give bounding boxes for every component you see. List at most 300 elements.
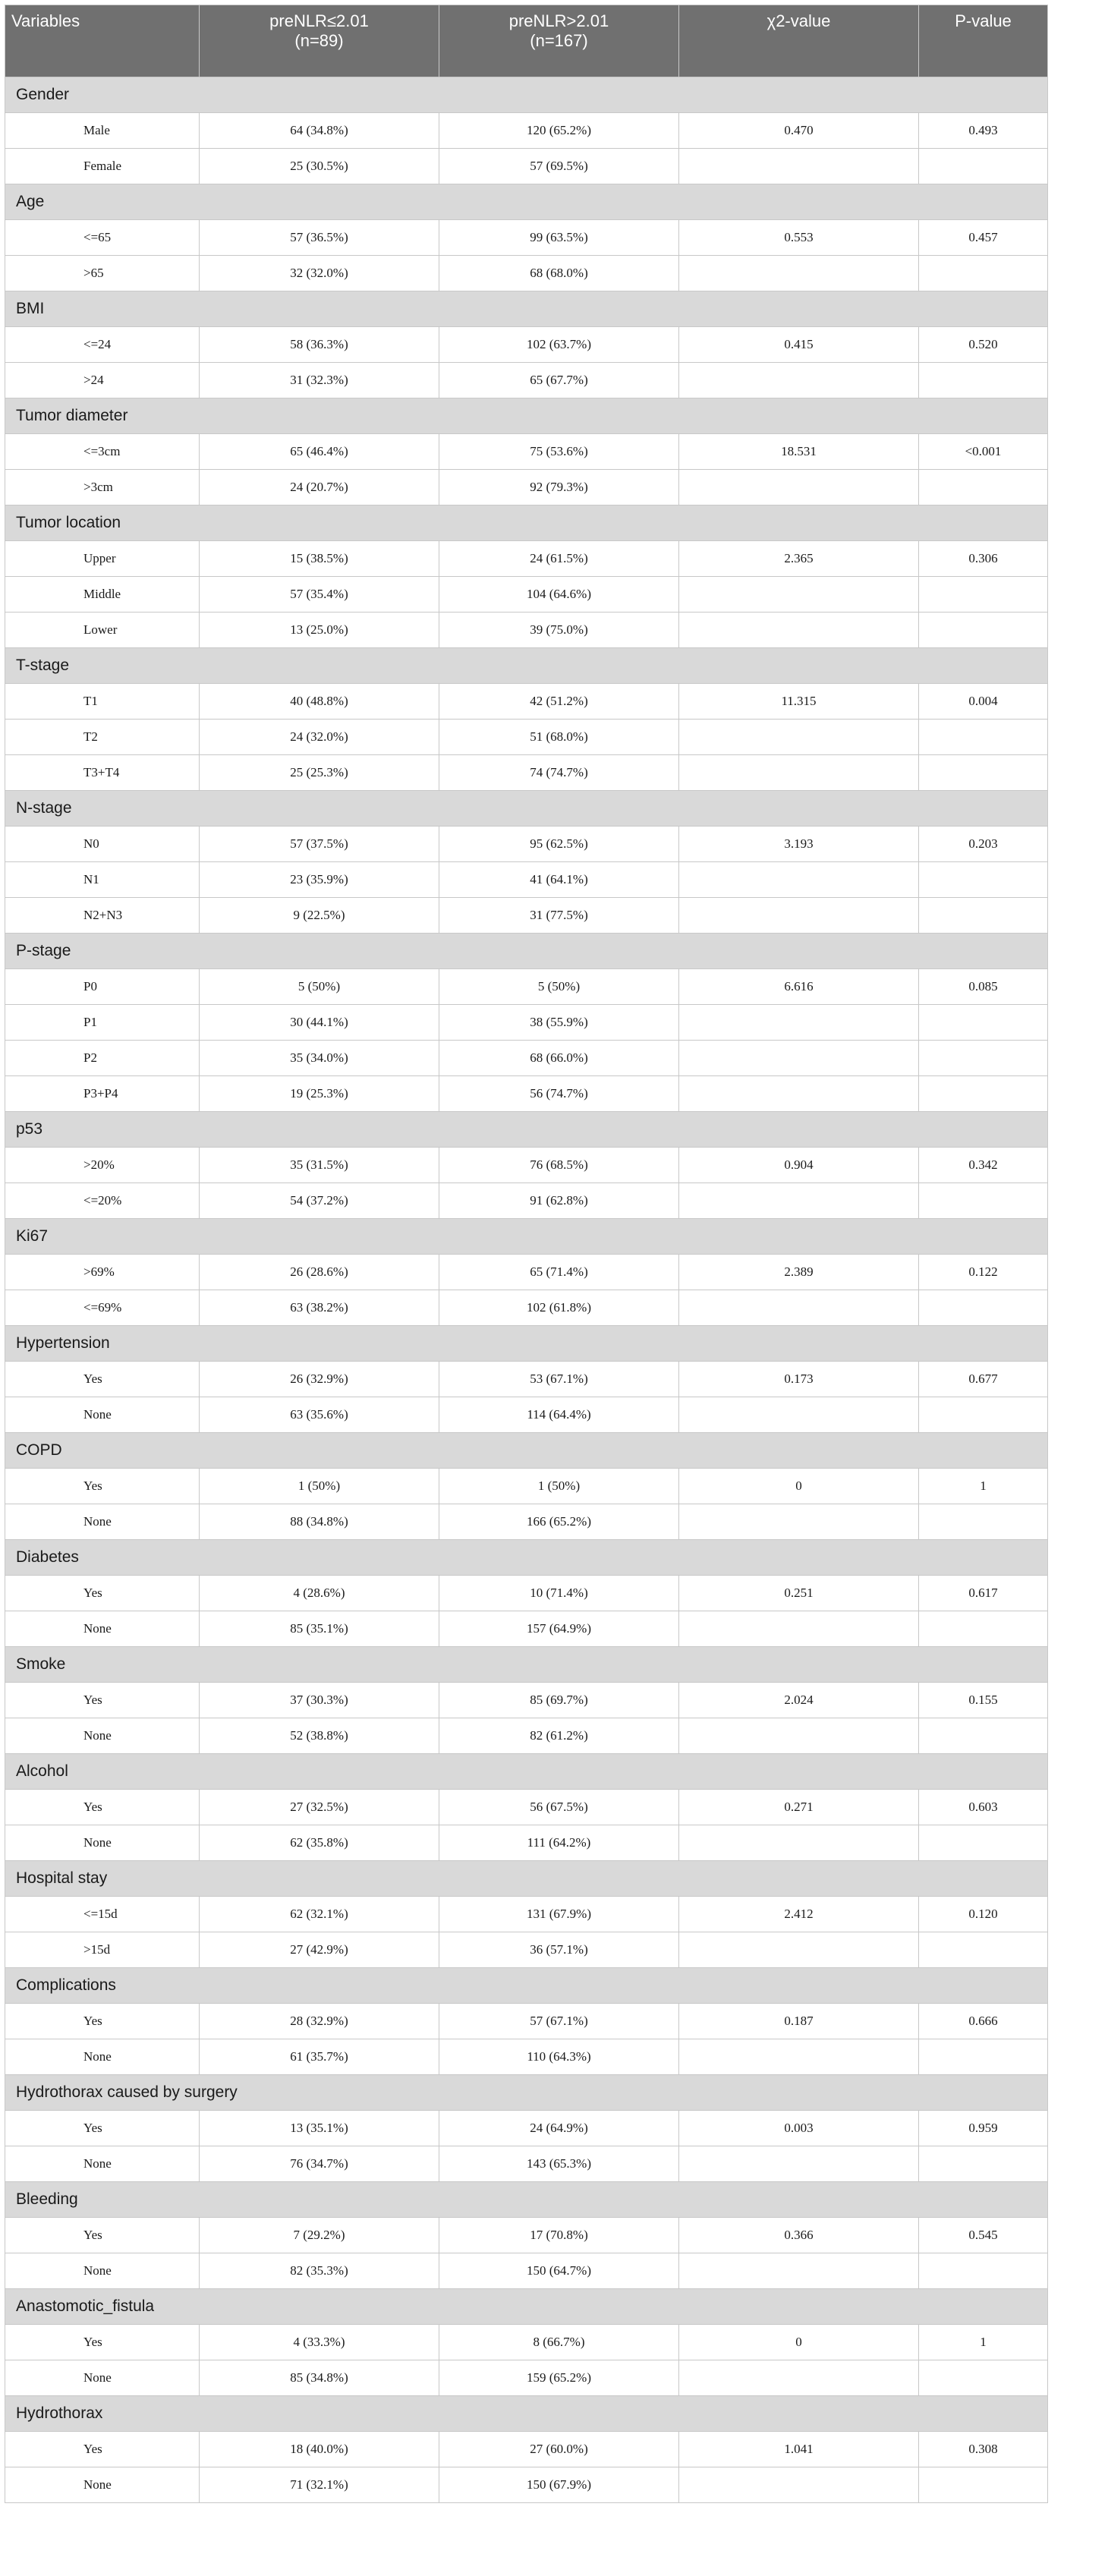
prenlr-low-cell: 4 (28.6%) [200,1576,439,1611]
row-label-cell: Yes [5,2325,200,2360]
header-prenlr-high-title: preNLR>2.01 [508,11,609,30]
prenlr-high-cell: 8 (66.7%) [439,2325,679,2360]
p-value-cell [919,2146,1048,2182]
prenlr-low-cell: 18 (40.0%) [200,2432,439,2467]
prenlr-low-cell: 65 (46.4%) [200,434,439,470]
prenlr-low-cell: 4 (33.3%) [200,2325,439,2360]
prenlr-high-cell: 36 (57.1%) [439,1932,679,1968]
header-prenlr-high-wrap [439,5,678,51]
prenlr-low-cell: 7 (29.2%) [200,2218,439,2253]
p-value-cell: 0.617 [919,1576,1048,1611]
row-label-cell: >20% [5,1148,200,1183]
chi2-value-cell [679,2253,919,2289]
table-row [5,577,1048,613]
row-label-cell: N2+N3 [5,898,200,934]
p-value-cell: 0.122 [919,1255,1048,1290]
row-label-cell: <=3cm [5,434,200,470]
row-label-cell: None [5,1504,200,1540]
group-row [5,1112,1048,1148]
header-prenlr-high-count: (n=167) [530,31,588,50]
prenlr-low-cell: 61 (35.7%) [200,2039,439,2075]
chi2-value-cell: 2.365 [679,541,919,577]
header-prenlr-low-wrap [200,5,439,51]
prenlr-high-cell: 68 (68.0%) [439,256,679,291]
p-value-cell [919,1504,1048,1540]
group-label: Gender [5,77,1048,113]
prenlr-low-cell: 63 (35.6%) [200,1397,439,1433]
chi2-value-cell [679,149,919,184]
chi2-value-cell [679,256,919,291]
chi2-value-cell: 2.389 [679,1255,919,1290]
row-label-cell: T2 [5,720,200,755]
table-row [5,113,1048,149]
p-value-cell [919,1932,1048,1968]
chi2-value-cell: 11.315 [679,684,919,720]
p-value-cell [919,1290,1048,1326]
results-table [5,5,1048,2503]
prenlr-high-cell: 110 (64.3%) [439,2039,679,2075]
group-row [5,2182,1048,2218]
prenlr-high-cell: 17 (70.8%) [439,2218,679,2253]
p-value-cell: 1 [919,1469,1048,1504]
prenlr-low-cell: 5 (50%) [200,969,439,1005]
prenlr-high-cell: 99 (63.5%) [439,220,679,256]
p-value-cell [919,755,1048,791]
p-value-cell [919,1397,1048,1433]
p-value-cell: 0.120 [919,1897,1048,1932]
prenlr-low-cell: 31 (32.3%) [200,363,439,398]
table-row [5,2467,1048,2503]
prenlr-high-cell: 53 (67.1%) [439,1362,679,1397]
header-prenlr-low-count: (n=89) [294,31,344,50]
chi2-value-cell: 0.904 [679,1148,919,1183]
table-body [5,77,1048,2503]
row-label-cell: <=69% [5,1290,200,1326]
table-row [5,1576,1048,1611]
prenlr-low-cell: 52 (38.8%) [200,1718,439,1754]
header-row [5,5,1048,77]
group-row [5,2396,1048,2432]
table-row [5,1397,1048,1433]
prenlr-low-cell: 9 (22.5%) [200,898,439,934]
p-value-cell: 0.959 [919,2111,1048,2146]
group-row [5,184,1048,220]
prenlr-high-cell: 41 (64.1%) [439,862,679,898]
chi2-value-cell: 0.251 [679,1576,919,1611]
table-row [5,256,1048,291]
chi2-value-cell [679,1005,919,1041]
chi2-value-cell: 2.412 [679,1897,919,1932]
row-label-cell: None [5,1825,200,1861]
prenlr-high-cell: 24 (61.5%) [439,541,679,577]
row-label-cell: <=65 [5,220,200,256]
prenlr-high-cell: 31 (77.5%) [439,898,679,934]
prenlr-low-cell: 24 (20.7%) [200,470,439,505]
table-row [5,898,1048,934]
table-row [5,2325,1048,2360]
row-label-cell: P1 [5,1005,200,1041]
prenlr-low-cell: 19 (25.3%) [200,1076,439,1112]
header-prenlr-high [439,5,679,77]
chi2-value-cell [679,1825,919,1861]
prenlr-low-cell: 35 (34.0%) [200,1041,439,1076]
chi2-value-cell [679,1504,919,1540]
row-label-cell: None [5,1611,200,1647]
prenlr-high-cell: 1 (50%) [439,1469,679,1504]
prenlr-high-cell: 150 (67.9%) [439,2467,679,2503]
group-row [5,1433,1048,1469]
chi2-value-cell: 2.024 [679,1683,919,1718]
prenlr-low-cell: 27 (42.9%) [200,1932,439,1968]
row-label-cell: T3+T4 [5,755,200,791]
chi2-value-cell: 1.041 [679,2432,919,2467]
row-label-cell: P3+P4 [5,1076,200,1112]
prenlr-low-cell: 76 (34.7%) [200,2146,439,2182]
group-label: N-stage [5,791,1048,827]
p-value-cell [919,256,1048,291]
chi2-value-cell: 6.616 [679,969,919,1005]
group-row [5,1754,1048,1790]
table-row [5,1183,1048,1219]
table-row [5,1076,1048,1112]
table-row [5,2253,1048,2289]
row-label-cell: None [5,2467,200,2503]
table-row [5,1290,1048,1326]
chi2-value-cell: 18.531 [679,434,919,470]
chi2-value-cell: 0.366 [679,2218,919,2253]
chi2-value-cell [679,720,919,755]
p-value-cell: 0.004 [919,684,1048,720]
row-label-cell: P0 [5,969,200,1005]
prenlr-low-cell: 1 (50%) [200,1469,439,1504]
p-value-cell: 0.155 [919,1683,1048,1718]
p-value-cell [919,1825,1048,1861]
group-label: Hydrothorax caused by surgery [5,2075,1048,2111]
p-value-cell: 0.085 [919,969,1048,1005]
table-row [5,1683,1048,1718]
row-label-cell: None [5,1397,200,1433]
table-row [5,613,1048,648]
prenlr-high-cell: 56 (74.7%) [439,1076,679,1112]
table-row [5,1825,1048,1861]
group-row [5,505,1048,541]
prenlr-low-cell: 24 (32.0%) [200,720,439,755]
chi2-value-cell [679,1611,919,1647]
row-label-cell: Yes [5,2432,200,2467]
p-value-cell: 0.603 [919,1790,1048,1825]
chi2-value-cell [679,2360,919,2396]
prenlr-high-cell: 51 (68.0%) [439,720,679,755]
row-label-cell: None [5,2253,200,2289]
table-row [5,1897,1048,1932]
prenlr-low-cell: 85 (35.1%) [200,1611,439,1647]
p-value-cell [919,862,1048,898]
table-row [5,149,1048,184]
p-value-cell: 0.308 [919,2432,1048,2467]
header-variables-label: Variables [11,11,80,30]
table-row [5,2218,1048,2253]
p-value-cell [919,613,1048,648]
p-value-cell [919,363,1048,398]
p-value-cell: <0.001 [919,434,1048,470]
p-value-cell [919,1041,1048,1076]
prenlr-high-cell: 65 (71.4%) [439,1255,679,1290]
group-row [5,2075,1048,2111]
group-row [5,791,1048,827]
p-value-cell: 0.203 [919,827,1048,862]
chi2-value-cell [679,1183,919,1219]
group-row [5,1326,1048,1362]
table-row [5,2146,1048,2182]
chi2-value-cell: 3.193 [679,827,919,862]
row-label-cell: <=24 [5,327,200,363]
chi2-value-cell: 0.003 [679,2111,919,2146]
p-value-cell [919,898,1048,934]
row-label-cell: N1 [5,862,200,898]
p-value-cell [919,1005,1048,1041]
table-row [5,1504,1048,1540]
p-value-cell [919,720,1048,755]
p-value-cell: 0.306 [919,541,1048,577]
chi2-value-cell: 0.271 [679,1790,919,1825]
prenlr-high-cell: 111 (64.2%) [439,1825,679,1861]
chi2-value-cell [679,898,919,934]
row-label-cell: Lower [5,613,200,648]
group-label: p53 [5,1112,1048,1148]
prenlr-low-cell: 57 (36.5%) [200,220,439,256]
header-variables [5,5,200,77]
table-row [5,1005,1048,1041]
p-value-cell [919,149,1048,184]
row-label-cell: >3cm [5,470,200,505]
row-label-cell: Yes [5,1576,200,1611]
prenlr-low-cell: 35 (31.5%) [200,1148,439,1183]
prenlr-low-cell: 62 (35.8%) [200,1825,439,1861]
chi2-value-cell [679,470,919,505]
p-value-cell: 0.493 [919,113,1048,149]
prenlr-high-cell: 75 (53.6%) [439,434,679,470]
header-chi2 [679,5,919,77]
group-label: COPD [5,1433,1048,1469]
chi2-value-cell: 0 [679,1469,919,1504]
table-header [5,5,1048,77]
table-row [5,363,1048,398]
prenlr-high-cell: 5 (50%) [439,969,679,1005]
table-row [5,2432,1048,2467]
prenlr-low-cell: 57 (35.4%) [200,577,439,613]
header-p-value-label: P-value [955,11,1012,30]
chi2-value-cell [679,1076,919,1112]
row-label-cell: Female [5,149,200,184]
table-row [5,2360,1048,2396]
group-row [5,1968,1048,2004]
prenlr-low-cell: 37 (30.3%) [200,1683,439,1718]
group-label: BMI [5,291,1048,327]
chi2-value-cell [679,2146,919,2182]
group-label: Complications [5,1968,1048,2004]
group-row [5,1861,1048,1897]
prenlr-high-cell: 76 (68.5%) [439,1148,679,1183]
prenlr-low-cell: 54 (37.2%) [200,1183,439,1219]
chi2-value-cell [679,862,919,898]
prenlr-high-cell: 131 (67.9%) [439,1897,679,1932]
row-label-cell: None [5,2146,200,2182]
table-row [5,1362,1048,1397]
row-label-cell: Yes [5,1469,200,1504]
group-label: Tumor diameter [5,398,1048,434]
chi2-value-cell: 0.470 [679,113,919,149]
table-row [5,327,1048,363]
prenlr-high-cell: 39 (75.0%) [439,613,679,648]
p-value-cell [919,470,1048,505]
row-label-cell: Yes [5,2218,200,2253]
row-label-cell: Yes [5,1790,200,1825]
prenlr-low-cell: 28 (32.9%) [200,2004,439,2039]
prenlr-high-cell: 91 (62.8%) [439,1183,679,1219]
row-label-cell: Yes [5,2111,200,2146]
prenlr-low-cell: 30 (44.1%) [200,1005,439,1041]
table-row [5,827,1048,862]
prenlr-low-cell: 71 (32.1%) [200,2467,439,2503]
group-row [5,1540,1048,1576]
prenlr-low-cell: 85 (34.8%) [200,2360,439,2396]
prenlr-high-cell: 10 (71.4%) [439,1576,679,1611]
prenlr-low-cell: 25 (25.3%) [200,755,439,791]
prenlr-low-cell: 27 (32.5%) [200,1790,439,1825]
p-value-cell: 0.677 [919,1362,1048,1397]
prenlr-high-cell: 92 (79.3%) [439,470,679,505]
table-row [5,1611,1048,1647]
chi2-value-cell [679,1718,919,1754]
group-label: Hospital stay [5,1861,1048,1897]
prenlr-high-cell: 157 (64.9%) [439,1611,679,1647]
prenlr-high-cell: 38 (55.9%) [439,1005,679,1041]
p-value-cell: 0.457 [919,220,1048,256]
group-label: Bleeding [5,2182,1048,2218]
prenlr-low-cell: 64 (34.8%) [200,113,439,149]
row-label-cell: N0 [5,827,200,862]
group-row [5,1219,1048,1255]
p-value-cell: 0.545 [919,2218,1048,2253]
table-row [5,1469,1048,1504]
row-label-cell: Yes [5,1683,200,1718]
p-value-cell [919,1718,1048,1754]
prenlr-high-cell: 56 (67.5%) [439,1790,679,1825]
p-value-cell [919,2253,1048,2289]
row-label-cell: <=15d [5,1897,200,1932]
prenlr-low-cell: 63 (38.2%) [200,1290,439,1326]
table-row [5,470,1048,505]
row-label-cell: T1 [5,684,200,720]
p-value-cell [919,2467,1048,2503]
chi2-value-cell [679,613,919,648]
group-row [5,398,1048,434]
p-value-cell: 0.666 [919,2004,1048,2039]
prenlr-low-cell: 23 (35.9%) [200,862,439,898]
table-row [5,1041,1048,1076]
group-label: Anastomotic_fistula [5,2289,1048,2325]
chi2-value-cell: 0.553 [679,220,919,256]
p-value-cell [919,1611,1048,1647]
row-label-cell: Male [5,113,200,149]
table-row [5,1932,1048,1968]
group-row [5,1647,1048,1683]
prenlr-high-cell: 57 (67.1%) [439,2004,679,2039]
group-row [5,77,1048,113]
p-value-cell [919,1076,1048,1112]
row-label-cell: <=20% [5,1183,200,1219]
prenlr-high-cell: 74 (74.7%) [439,755,679,791]
group-label: P-stage [5,934,1048,969]
group-label: Tumor location [5,505,1048,541]
table-row [5,1255,1048,1290]
row-label-cell: P2 [5,1041,200,1076]
chi2-value-cell: 0.187 [679,2004,919,2039]
group-row [5,291,1048,327]
header-chi2-label: χ2-value [766,11,831,30]
table-row [5,684,1048,720]
row-label-cell: None [5,2360,200,2396]
prenlr-high-cell: 102 (61.8%) [439,1290,679,1326]
table-row [5,434,1048,470]
prenlr-low-cell: 40 (48.8%) [200,684,439,720]
prenlr-high-cell: 150 (64.7%) [439,2253,679,2289]
prenlr-high-cell: 102 (63.7%) [439,327,679,363]
prenlr-high-cell: 95 (62.5%) [439,827,679,862]
prenlr-high-cell: 68 (66.0%) [439,1041,679,1076]
prenlr-high-cell: 114 (64.4%) [439,1397,679,1433]
prenlr-high-cell: 65 (67.7%) [439,363,679,398]
group-row [5,648,1048,684]
prenlr-low-cell: 26 (28.6%) [200,1255,439,1290]
chi2-value-cell: 0.173 [679,1362,919,1397]
prenlr-high-cell: 143 (65.3%) [439,2146,679,2182]
chi2-value-cell [679,2467,919,2503]
table-row [5,969,1048,1005]
prenlr-low-cell: 26 (32.9%) [200,1362,439,1397]
prenlr-low-cell: 13 (35.1%) [200,2111,439,2146]
table-row [5,541,1048,577]
group-label: Alcohol [5,1754,1048,1790]
prenlr-low-cell: 62 (32.1%) [200,1897,439,1932]
prenlr-high-cell: 104 (64.6%) [439,577,679,613]
chi2-value-cell: 0 [679,2325,919,2360]
prenlr-low-cell: 25 (30.5%) [200,149,439,184]
table-row [5,2039,1048,2075]
row-label-cell: Yes [5,1362,200,1397]
table-row [5,1148,1048,1183]
chi2-value-cell [679,2039,919,2075]
row-label-cell: None [5,2039,200,2075]
p-value-cell: 0.342 [919,1148,1048,1183]
chi2-value-cell [679,363,919,398]
prenlr-high-cell: 24 (64.9%) [439,2111,679,2146]
header-prenlr-low [200,5,439,77]
group-label: Smoke [5,1647,1048,1683]
table-row [5,755,1048,791]
table-row [5,2004,1048,2039]
row-label-cell: None [5,1718,200,1754]
prenlr-low-cell: 58 (36.3%) [200,327,439,363]
table-row [5,1790,1048,1825]
prenlr-low-cell: 57 (37.5%) [200,827,439,862]
group-label: T-stage [5,648,1048,684]
prenlr-high-cell: 166 (65.2%) [439,1504,679,1540]
group-label: Hydrothorax [5,2396,1048,2432]
table-row [5,2111,1048,2146]
chi2-value-cell: 0.415 [679,327,919,363]
p-value-cell [919,1183,1048,1219]
